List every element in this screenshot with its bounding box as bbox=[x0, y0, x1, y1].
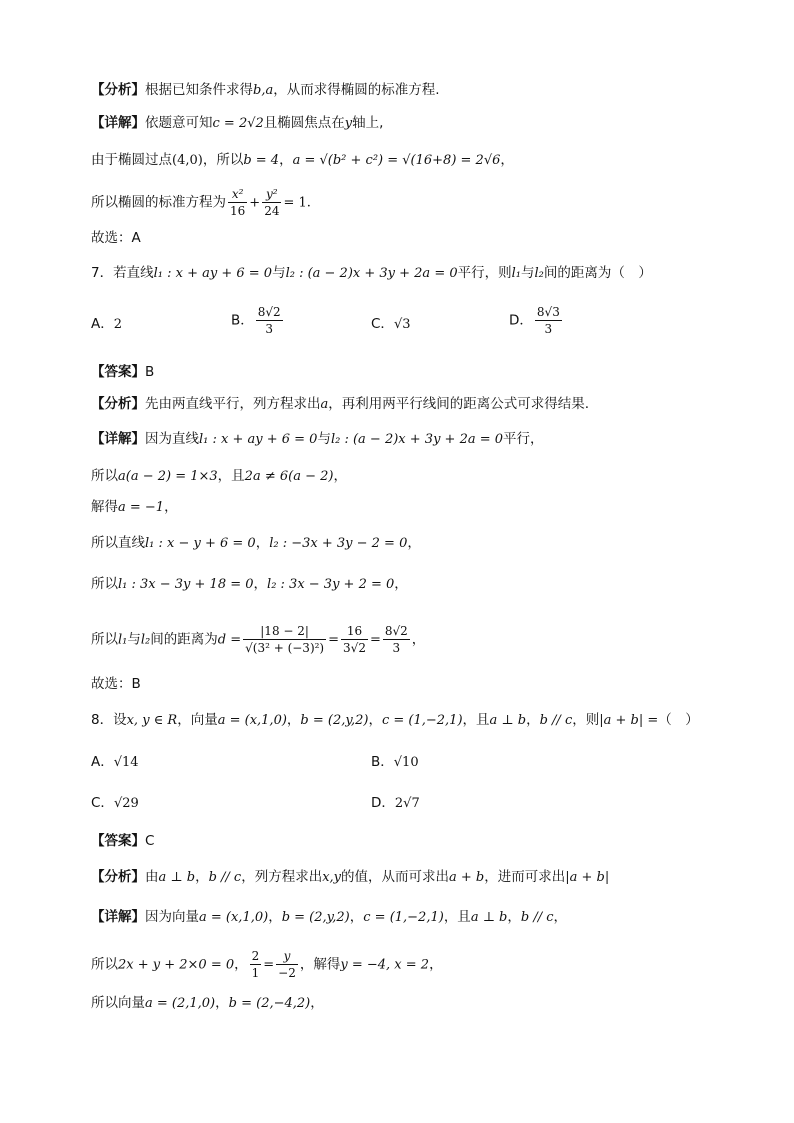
math: b,a bbox=[253, 83, 274, 98]
math: b // c bbox=[520, 910, 554, 925]
text: 解得 bbox=[91, 499, 118, 515]
fraction-denominator: 3 bbox=[265, 322, 274, 336]
text: ，进而可求出 bbox=[484, 869, 566, 885]
fraction-denominator: √(3² + (−3)²) bbox=[245, 641, 325, 655]
text: ， bbox=[279, 152, 293, 168]
math: x,y bbox=[322, 870, 342, 885]
math: = bbox=[328, 632, 340, 648]
text: ， bbox=[429, 956, 443, 973]
fraction-numerator: 8√2 bbox=[384, 624, 408, 638]
fraction-numerator: 8√3 bbox=[536, 305, 560, 319]
math: a bbox=[320, 397, 329, 412]
text: 与 bbox=[127, 631, 141, 648]
fraction-denominator: 16 bbox=[230, 204, 246, 218]
detail-tag: 【详解】 bbox=[91, 115, 145, 131]
q7-detail-line-3 bbox=[91, 497, 178, 518]
text: 轴上, bbox=[352, 115, 384, 131]
option-label: A． bbox=[91, 316, 114, 332]
math: x, y ∈ R bbox=[126, 713, 178, 728]
math: l₁ : x − y + 6 = 0 bbox=[145, 536, 256, 551]
math: c = (1,−2,1) bbox=[381, 713, 463, 728]
text: 与 bbox=[272, 265, 286, 281]
answer-value: C bbox=[145, 833, 155, 849]
fraction bbox=[243, 623, 326, 656]
q7-choice: 故选：B bbox=[91, 676, 141, 692]
answer-tag: 【答案】 bbox=[91, 833, 145, 849]
option-value: 2 bbox=[113, 317, 123, 332]
fraction-numerator: y² bbox=[262, 186, 281, 203]
q7-stem bbox=[91, 263, 652, 284]
q6-detail-line bbox=[91, 113, 383, 134]
math: a ⊥ b bbox=[470, 910, 508, 925]
math: 2x + y + 2×0 = 0 bbox=[118, 957, 235, 973]
text: 7．若直线 bbox=[91, 265, 154, 281]
text: ，且 bbox=[462, 712, 490, 728]
q8-answer-line bbox=[91, 831, 154, 851]
text: ， bbox=[411, 631, 426, 648]
q7-detail-line-4 bbox=[91, 533, 421, 554]
option-label: A． bbox=[91, 754, 114, 770]
text: 所以直线 bbox=[91, 535, 145, 551]
text: ， bbox=[255, 535, 270, 551]
fraction-numerator: |18 − 2| bbox=[243, 623, 326, 640]
fraction bbox=[276, 948, 298, 981]
fraction-denominator: 3√2 bbox=[343, 641, 366, 655]
text: ，从而求得椭圆的标准方程. bbox=[273, 82, 440, 98]
q7-detail-line-2 bbox=[91, 466, 347, 487]
q7-option-b bbox=[231, 304, 285, 337]
text: ， bbox=[253, 576, 268, 592]
math: a = −1 bbox=[118, 500, 165, 515]
fraction-denominator: −2 bbox=[278, 966, 296, 980]
math: b // c bbox=[208, 870, 242, 885]
math: a ⊥ b bbox=[489, 713, 527, 728]
q7-answer-line bbox=[91, 362, 154, 382]
q8-option-b bbox=[371, 752, 419, 773]
q7-option-c bbox=[371, 314, 411, 335]
detail-tag: 【详解】 bbox=[91, 909, 145, 925]
q6-choice: 故选：A bbox=[91, 230, 141, 246]
fraction bbox=[341, 623, 368, 656]
option-value: √3 bbox=[393, 317, 411, 332]
option-label: C． bbox=[91, 795, 114, 811]
math: = bbox=[263, 957, 275, 973]
math: a ⊥ b bbox=[158, 870, 196, 885]
math: l₂ : (a − 2)x + 3y + 2a = 0 bbox=[330, 432, 504, 447]
q8-option-c bbox=[91, 793, 139, 814]
fraction bbox=[256, 304, 283, 337]
text: 所以 bbox=[91, 576, 118, 592]
q8-detail-line bbox=[91, 907, 567, 928]
option-label: D． bbox=[509, 312, 533, 329]
q7-option-a bbox=[91, 314, 122, 335]
text: ，解得 bbox=[299, 956, 341, 973]
fraction bbox=[262, 186, 281, 219]
text: 且椭圆焦点在 bbox=[263, 115, 345, 131]
math: l₁ bbox=[118, 632, 128, 648]
text: 间的距离为 bbox=[150, 631, 218, 648]
detail-tag: 【详解】 bbox=[91, 431, 145, 447]
fraction-numerator: 8√2 bbox=[257, 305, 281, 319]
q8-option-a bbox=[91, 752, 139, 773]
text: ，则 bbox=[572, 712, 600, 728]
answer-value: B bbox=[145, 364, 155, 380]
fraction bbox=[383, 623, 410, 656]
text: ， bbox=[526, 712, 540, 728]
math: b = 4 bbox=[243, 153, 280, 168]
math: + bbox=[249, 195, 261, 211]
fraction-denominator: 24 bbox=[264, 204, 280, 218]
text: ， bbox=[268, 909, 282, 925]
text: 因为向量 bbox=[145, 909, 199, 925]
fraction-denominator: 1 bbox=[251, 966, 260, 980]
math: c = (1,−2,1) bbox=[363, 910, 444, 925]
analysis-tag: 【分析】 bbox=[91, 82, 145, 98]
q7-detail-line-5 bbox=[91, 574, 408, 595]
math: |a + b| bbox=[565, 870, 610, 885]
math: l₁ bbox=[511, 266, 521, 281]
option-label: B． bbox=[231, 312, 254, 329]
text: 与 bbox=[520, 265, 535, 281]
text: 由 bbox=[145, 869, 159, 885]
math: l₂ : −3x + 3y − 2 = 0 bbox=[269, 536, 408, 551]
q7-analysis-line bbox=[91, 394, 589, 415]
text: ， bbox=[553, 909, 568, 925]
math: = bbox=[369, 632, 381, 648]
text: 先由两直线平行，列方程求出 bbox=[145, 396, 321, 412]
option-label: B． bbox=[371, 754, 394, 770]
math: b = (2,y,2) bbox=[300, 713, 369, 728]
text: ， bbox=[310, 995, 324, 1011]
q8-detail-line-2 bbox=[91, 948, 443, 981]
text: 所以向量 bbox=[91, 995, 145, 1011]
q8-stem bbox=[91, 710, 699, 731]
math: l₁ : x + ay + 6 = 0 bbox=[199, 432, 318, 447]
text: 与 bbox=[317, 431, 331, 447]
q6-detail-line-3 bbox=[91, 186, 311, 219]
q7-option-d bbox=[509, 304, 564, 337]
fraction-denominator: 3 bbox=[392, 641, 401, 655]
math: l₂ bbox=[534, 266, 544, 281]
math: a = √(b² + c²) = √(16+8) = 2√6 bbox=[292, 153, 501, 168]
fraction-numerator: 16 bbox=[341, 623, 368, 640]
fraction bbox=[228, 186, 247, 219]
text: ，再利用两平行线间的距离公式可求得结果. bbox=[328, 396, 590, 412]
text: 间的距离为（ ） bbox=[543, 265, 652, 281]
math: b = (2,−4,2) bbox=[228, 996, 311, 1011]
option-value: √14 bbox=[113, 755, 139, 770]
math: a + b bbox=[449, 870, 485, 885]
math: 2a ≠ 6(a − 2) bbox=[244, 469, 334, 484]
text: ， bbox=[407, 535, 421, 551]
option-value: √10 bbox=[393, 755, 419, 770]
text: 因为直线 bbox=[145, 431, 199, 447]
math: l₂ bbox=[140, 632, 151, 648]
math: b = (2,y,2) bbox=[281, 910, 350, 925]
text: 8．设 bbox=[91, 712, 127, 728]
text: ， bbox=[368, 712, 382, 728]
math: c = 2√2 bbox=[212, 116, 264, 131]
math: |a + b| = bbox=[599, 713, 659, 728]
math: d = bbox=[217, 632, 242, 648]
analysis-tag: 【分析】 bbox=[91, 869, 145, 885]
text: ， bbox=[349, 909, 364, 925]
fraction bbox=[535, 304, 562, 337]
fraction-denominator: 3 bbox=[544, 322, 553, 336]
text: ，向量 bbox=[177, 712, 218, 728]
fraction bbox=[250, 948, 262, 981]
math: (4,0) bbox=[172, 153, 203, 168]
math: l₂ : 3x − 3y + 2 = 0 bbox=[267, 577, 395, 592]
analysis-tag: 【分析】 bbox=[91, 396, 145, 412]
text: ，所以 bbox=[202, 152, 244, 168]
math: l₁ : x + ay + 6 = 0 bbox=[153, 266, 273, 281]
text: （ ） bbox=[658, 712, 699, 728]
math: a = (x,1,0) bbox=[217, 713, 287, 728]
text: 依题意可知 bbox=[145, 115, 213, 131]
math: a = (x,1,0) bbox=[199, 910, 269, 925]
text: ，且 bbox=[217, 468, 245, 484]
math: b // c bbox=[539, 713, 573, 728]
q8-option-d bbox=[371, 793, 420, 814]
q6-detail-line-2 bbox=[91, 150, 514, 171]
text: 所以 bbox=[91, 956, 118, 973]
text: 所以椭圆的标准方程为 bbox=[91, 194, 226, 211]
option-label: C． bbox=[371, 316, 394, 332]
q7-detail-line-6 bbox=[91, 623, 425, 656]
math: l₁ : 3x − 3y + 18 = 0 bbox=[118, 577, 254, 592]
text: 所以 bbox=[91, 631, 118, 648]
option-value: √29 bbox=[113, 796, 139, 811]
text: 的值，从而可求出 bbox=[341, 869, 450, 885]
text: ， bbox=[164, 499, 178, 515]
math: = 1. bbox=[283, 195, 311, 211]
text: ，且 bbox=[443, 909, 471, 925]
text: ， bbox=[286, 712, 301, 728]
option-value: 2√7 bbox=[394, 796, 420, 811]
fraction-numerator: 2 bbox=[251, 949, 260, 963]
q7-detail-line bbox=[91, 429, 544, 450]
math: a = (2,1,0) bbox=[145, 996, 216, 1011]
answer-tag: 【答案】 bbox=[91, 364, 145, 380]
text: ， bbox=[394, 576, 408, 592]
q8-analysis-line bbox=[91, 867, 609, 888]
text: 平行， bbox=[503, 431, 544, 447]
text: ， bbox=[195, 869, 209, 885]
math: y = −4, x = 2 bbox=[340, 957, 430, 973]
option-label: D． bbox=[371, 795, 395, 811]
q8-detail-line-3 bbox=[91, 993, 324, 1014]
q6-analysis-line bbox=[91, 80, 440, 101]
fraction-numerator: x² bbox=[228, 186, 247, 203]
math: a(a − 2) = 1×3 bbox=[118, 469, 218, 484]
text: ， bbox=[507, 909, 521, 925]
text: ， bbox=[234, 956, 248, 973]
text: ， bbox=[215, 995, 229, 1011]
math: l₂ : (a − 2)x + 3y + 2a = 0 bbox=[285, 266, 458, 281]
text: 所以 bbox=[91, 468, 118, 484]
fraction-numerator: y bbox=[276, 948, 298, 965]
text: ， bbox=[500, 152, 514, 168]
math: y bbox=[344, 116, 353, 131]
text: 由于椭圆过点 bbox=[91, 152, 172, 168]
text: ，列方程求出 bbox=[241, 869, 323, 885]
text: ， bbox=[333, 468, 347, 484]
text: 平行，则 bbox=[457, 265, 512, 281]
text: 根据已知条件求得 bbox=[145, 82, 253, 98]
